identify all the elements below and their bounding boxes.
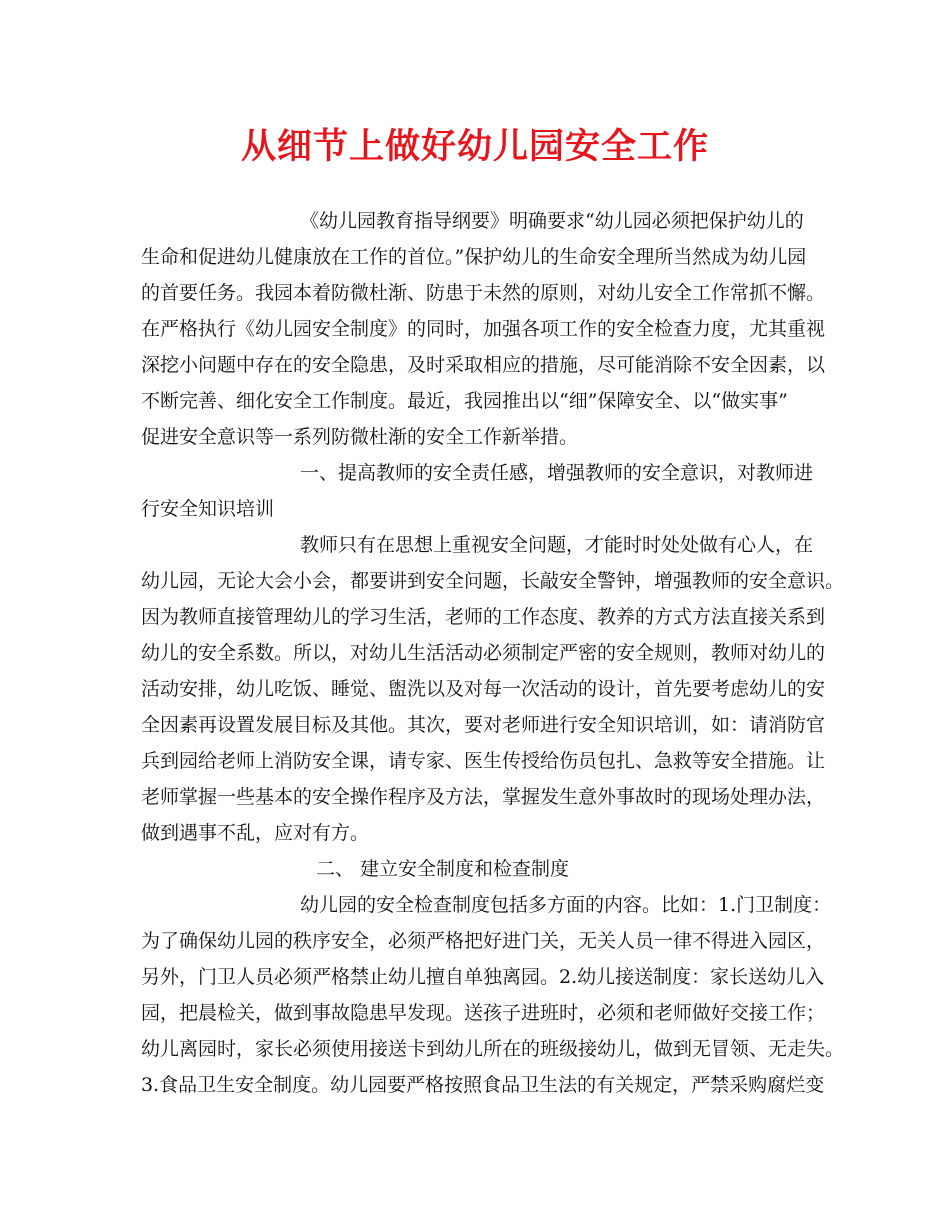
paragraph-line: 幼儿离园时，家长必须使用接送卡到幼儿所在的班级接幼儿，做到无冒领、无走失。 xyxy=(141,1038,845,1060)
paragraph-line: 老师掌握一些基本的安全操作程序及方法，掌握发生意外事故时的现场处理办法， xyxy=(141,786,826,808)
paragraph-line: 深挖小问题中存在的安全隐患，及时采取相应的措施，尽可能消除不安全因素，以 xyxy=(141,354,826,376)
paragraph-line: 幼儿的安全系数。所以，对幼儿生活活动必须制定严密的安全规则，教师对幼儿的 xyxy=(141,642,826,664)
section-heading: 行安全知识培训 xyxy=(141,498,275,520)
section-heading: 一、提高教师的安全责任感，增强教师的安全意识，对教师进 xyxy=(300,462,814,484)
paragraph-line: 做到遇事不乱，应对有方。 xyxy=(141,822,370,844)
paragraph-line: 幼儿园，无论大会小会，都要讲到安全问题，长敲安全警钟，增强教师的安全意识。 xyxy=(141,570,845,592)
section-heading: 二、 建立安全制度和检查制度 xyxy=(316,858,570,880)
paragraph-line: 3.食品卫生安全制度。幼儿园要严格按照食品卫生法的有关规定，严禁采购腐烂变 xyxy=(141,1074,825,1096)
paragraph-line: 在严格执行《幼儿园安全制度》的同时，加强各项工作的安全检查力度，尤其重视 xyxy=(141,318,826,340)
paragraph-line: 教师只有在思想上重视安全问题，才能时时处处做有心人，在 xyxy=(300,534,814,556)
paragraph-line: 生命和促进幼儿健康放在工作的首位。”保护幼儿的生命安全理所当然成为幼儿园 xyxy=(141,246,807,268)
paragraph-line: 为了确保幼儿园的秩序安全，必须严格把好进门关，无关人员一律不得进入园区， xyxy=(141,930,826,952)
paragraph-line: 因为教师直接管理幼儿的学习生活，老师的工作态度、教养的方式方法直接关系到 xyxy=(141,606,826,628)
paragraph-line: 园，把晨检关，做到事故隐患早发现。送孩子进班时，必须和老师做好交接工作； xyxy=(141,1002,826,1024)
paragraph-line: 的首要任务。我园本着防微杜渐、防患于未然的原则，对幼儿安全工作常抓不懈。 xyxy=(141,282,826,304)
document-title: 从细节上做好幼儿园安全工作 xyxy=(240,127,709,167)
paragraph-line: 全因素再设置发展目标及其他。其次，要对老师进行安全知识培训，如：请消防官 xyxy=(141,714,826,736)
paragraph-line: 兵到园给老师上消防安全课，请专家、医生传授给伤员包扎、急救等安全措施。让 xyxy=(141,750,826,772)
paragraph-line: 幼儿园的安全检查制度包括多方面的内容。比如：1.门卫制度： xyxy=(300,894,832,916)
paragraph-line: 不断完善、细化安全工作制度。最近，我园推出以“细”保障安全、以“做实事” xyxy=(141,390,788,412)
paragraph-line: 促进安全意识等一系列防微杜渐的安全工作新举措。 xyxy=(141,426,579,448)
paragraph-line: 《幼儿园教育指导纲要》明确要求“幼儿园必须把保护幼儿的 xyxy=(300,210,804,232)
paragraph-line: 活动安排，幼儿吃饭、睡觉、盥洗以及对每一次活动的设计，首先要考虑幼儿的安 xyxy=(141,678,826,700)
paragraph-line: 另外，门卫人员必须严格禁止幼儿擅自单独离园。2.幼儿接送制度：家长送幼儿入 xyxy=(141,966,825,988)
